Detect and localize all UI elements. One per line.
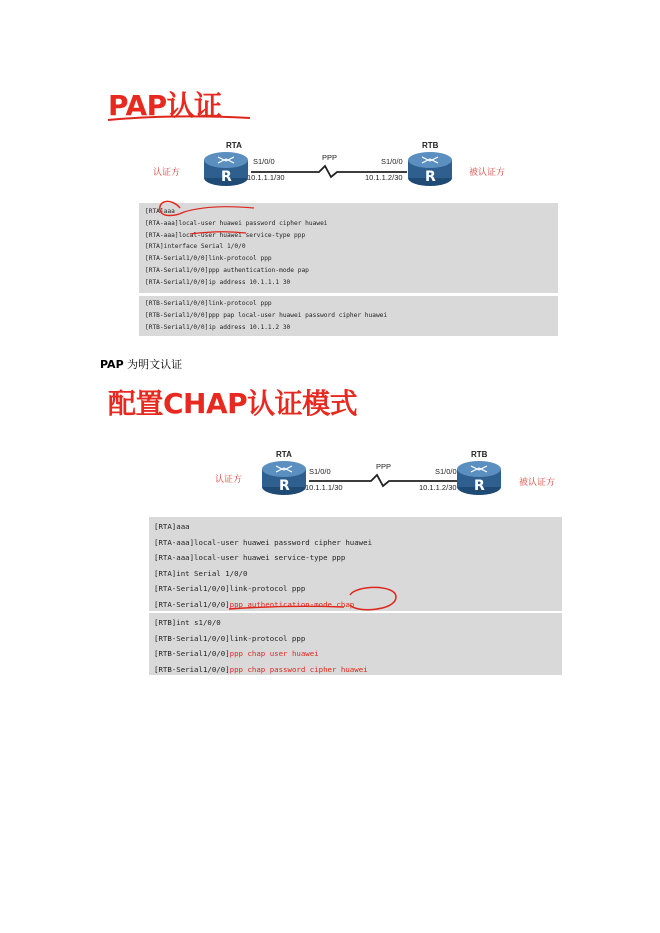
cmd-highlight: ppp authentication-mode chap [229,599,355,609]
cmd-highlight: ppp chap user huawei [229,649,319,659]
pap-caption [100,356,182,372]
cmd-line: [RTA-Serial1/0/0]link-protocol ppp [145,255,272,263]
router-glyph-b: R [425,169,436,185]
router-glyph-a: R [221,169,232,185]
cmd-line: [RTA-aaa]local-user huawei password cipher huawei [145,219,328,227]
chap-title: 配置CHAP认证模式 [108,387,358,420]
router-glyph-b: R [474,478,485,494]
cmd-prefix: [RTA-Serial1/0/0] [154,599,230,609]
rta-name: RTA [276,450,292,459]
cmd-highlight: ppp chap password cipher huawei [229,664,368,674]
router-rtb-icon [455,459,505,497]
caption-text: 为明文认证 [123,358,183,371]
cmd-line: [RTB]int s1/0/0 [154,618,221,627]
rta-port-label: S1/0/0 [309,467,331,476]
ppp-link-label: PPP [322,153,338,162]
cmd-line: [RTA]aaa [154,522,190,531]
cmd-line: [RTA]interface Serial 1/0/0 [145,243,246,251]
pap-rtb-config-block [139,296,558,336]
cmd-prefix: [RTB-Serial1/0/0] [154,649,230,659]
cmd-line: [RTB-Serial1/0/0]ppp pap local-user huawei password cipher huawei [145,311,388,319]
cmd-line: [RTB-Serial1/0/0]link-protocol ppp [145,300,272,307]
rtb-port-label: S1/0/0 [435,467,457,476]
caption-bold: PAP [100,358,124,371]
router-rta-icon [202,150,252,188]
cmd-line [154,662,562,678]
authenticatee-label: 被认证方 [469,168,506,178]
cmd-line: [RTA-aaa]local-user huawei password cipher huawei [154,537,373,547]
cmd-line: [RTA-Serial1/0/0]ip address 10.1.1.1 30 [145,278,291,286]
authenticator-label: 认证方 [153,168,181,178]
rta-name: RTA [226,141,242,150]
cmd-line: [RTA-Serial1/0/0]link-protocol ppp [154,584,306,594]
authenticator-label: 认证方 [215,475,243,485]
rta-ip-label: 10.1.1.1/30 [305,483,343,492]
cmd-line [154,646,562,662]
rtb-name: RTB [471,450,488,459]
router-glyph-a: R [279,478,290,494]
cmd-line: [RTA]int Serial 1/0/0 [154,568,248,578]
cmd-line: [RTA-aaa]local-user huawei service-type ppp [154,553,346,563]
rtb-ip-label: 10.1.1.2/30 [419,483,457,492]
pap-title: PAP认证 [108,89,222,122]
cmd-prefix: [RTB-Serial1/0/0] [154,664,230,674]
cmd-line: [RTB-Serial1/0/0]link-protocol ppp [154,633,306,643]
rtb-name: RTB [422,141,439,150]
rta-ip-label: 10.1.1.1/30 [247,173,285,182]
cmd-line: [RTA]aaa [145,208,175,215]
chap-topology-diagram [149,445,563,517]
router-rta-icon [260,459,310,497]
cmd-line: [RTA-Serial1/0/0]ppp authentication-mode pap [145,266,309,274]
cmd-line: [RTB-Serial1/0/0]ip address 10.1.1.2 30 [145,323,291,331]
chap-rtb-config-block [149,613,562,675]
rtb-ip-label: 10.1.1.2/30 [365,173,403,182]
title-underline-stroke [104,112,254,126]
rtb-port-label: S1/0/0 [381,157,403,166]
cmd-line: [RTA-aaa]local-user huawei service-type ppp [145,231,306,239]
ppp-link-label: PPP [376,462,392,471]
hand-annotation-strokes [150,192,270,242]
rta-port-label: S1/0/0 [253,157,275,166]
authenticatee-label: 被认证方 [519,478,556,488]
router-rtb-icon [406,150,456,188]
